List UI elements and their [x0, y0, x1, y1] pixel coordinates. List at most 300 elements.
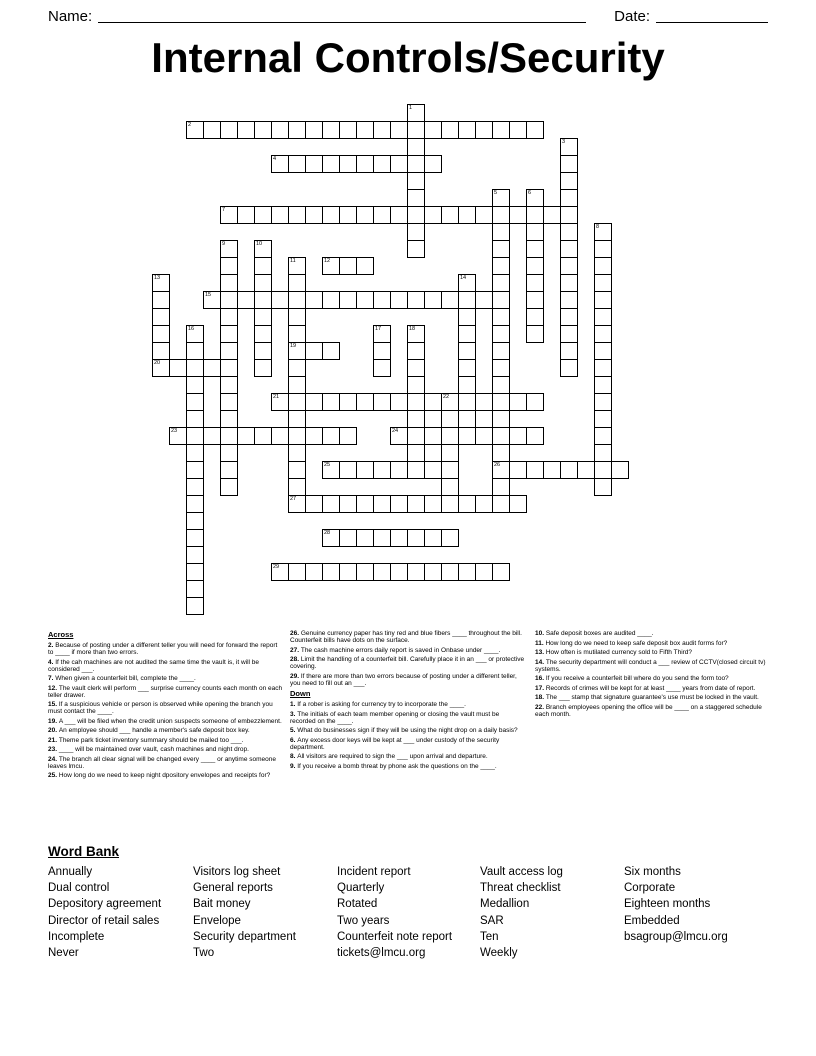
crossword-cell[interactable]: [492, 121, 510, 139]
crossword-cell[interactable]: [407, 359, 425, 377]
crossword-cell[interactable]: [526, 257, 544, 275]
crossword-cell[interactable]: [441, 444, 459, 462]
crossword-cell[interactable]: [441, 495, 459, 513]
crossword-cell[interactable]: [390, 393, 408, 411]
crossword-cell[interactable]: [288, 274, 306, 292]
crossword-cell[interactable]: [407, 138, 425, 156]
crossword-cell[interactable]: [441, 393, 459, 411]
crossword-cell[interactable]: [492, 478, 510, 496]
crossword-cell[interactable]: [560, 461, 578, 479]
crossword-cell[interactable]: [526, 427, 544, 445]
crossword-cell[interactable]: [373, 325, 391, 343]
crossword-cell[interactable]: [526, 223, 544, 241]
crossword-cell[interactable]: [407, 155, 425, 173]
crossword-cell[interactable]: [203, 121, 221, 139]
crossword-cell[interactable]: [492, 495, 510, 513]
crossword-cell[interactable]: [492, 563, 510, 581]
crossword-cell[interactable]: [475, 291, 493, 309]
crossword-cell[interactable]: [339, 291, 357, 309]
crossword-cell[interactable]: [458, 291, 476, 309]
crossword-cell[interactable]: [237, 291, 255, 309]
crossword-cell[interactable]: [492, 393, 510, 411]
crossword-cell[interactable]: [220, 427, 238, 445]
crossword-cell[interactable]: [203, 427, 221, 445]
crossword-cell[interactable]: [186, 546, 204, 564]
crossword-cell[interactable]: [560, 189, 578, 207]
crossword-cell[interactable]: [458, 410, 476, 428]
crossword-cell[interactable]: [475, 427, 493, 445]
crossword-cell[interactable]: [407, 206, 425, 224]
crossword-cell[interactable]: [373, 495, 391, 513]
crossword-cell[interactable]: [543, 206, 561, 224]
crossword-cell[interactable]: [526, 274, 544, 292]
crossword-cell[interactable]: [492, 410, 510, 428]
crossword-cell[interactable]: [220, 206, 238, 224]
crossword-cell[interactable]: [186, 495, 204, 513]
crossword-cell[interactable]: [356, 257, 374, 275]
crossword-cell[interactable]: [271, 206, 289, 224]
crossword-cell[interactable]: [424, 155, 442, 173]
crossword-cell[interactable]: [560, 257, 578, 275]
crossword-cell[interactable]: [220, 376, 238, 394]
crossword-cell[interactable]: [186, 512, 204, 530]
crossword-cell[interactable]: [339, 257, 357, 275]
crossword-cell[interactable]: [186, 444, 204, 462]
crossword-cell[interactable]: [492, 444, 510, 462]
crossword-cell[interactable]: [424, 393, 442, 411]
crossword-cell[interactable]: [339, 461, 357, 479]
crossword-cell[interactable]: [254, 274, 272, 292]
crossword-cell[interactable]: [203, 291, 221, 309]
crossword-cell[interactable]: [373, 359, 391, 377]
crossword-cell[interactable]: [220, 478, 238, 496]
crossword-cell[interactable]: [492, 461, 510, 479]
crossword-cell[interactable]: [373, 291, 391, 309]
crossword-cell[interactable]: [305, 291, 323, 309]
crossword-cell[interactable]: [288, 121, 306, 139]
crossword-cell[interactable]: [560, 206, 578, 224]
crossword-cell[interactable]: [220, 359, 238, 377]
crossword-cell[interactable]: [475, 495, 493, 513]
crossword-cell[interactable]: [152, 325, 170, 343]
crossword-cell[interactable]: [186, 325, 204, 343]
crossword-cell[interactable]: [594, 461, 612, 479]
crossword-cell[interactable]: [407, 529, 425, 547]
crossword-cell[interactable]: [407, 410, 425, 428]
crossword-cell[interactable]: [220, 461, 238, 479]
crossword-cell[interactable]: [458, 325, 476, 343]
crossword-cell[interactable]: [373, 461, 391, 479]
crossword-cell[interactable]: [356, 121, 374, 139]
crossword-cell[interactable]: [356, 291, 374, 309]
crossword-cell[interactable]: [220, 291, 238, 309]
crossword-cell[interactable]: [288, 291, 306, 309]
crossword-cell[interactable]: [220, 325, 238, 343]
crossword-cell[interactable]: [390, 427, 408, 445]
crossword-cell[interactable]: [594, 291, 612, 309]
crossword-cell[interactable]: [560, 359, 578, 377]
crossword-cell[interactable]: [322, 291, 340, 309]
crossword-cell[interactable]: [305, 495, 323, 513]
crossword-cell[interactable]: [339, 563, 357, 581]
crossword-cell[interactable]: [288, 478, 306, 496]
crossword-cell[interactable]: [526, 461, 544, 479]
crossword-cell[interactable]: [577, 461, 595, 479]
crossword-cell[interactable]: [186, 359, 204, 377]
crossword-cell[interactable]: [492, 291, 510, 309]
crossword-cell[interactable]: [339, 495, 357, 513]
crossword-cell[interactable]: [458, 308, 476, 326]
crossword-cell[interactable]: [305, 121, 323, 139]
crossword-cell[interactable]: [492, 206, 510, 224]
crossword-cell[interactable]: [271, 427, 289, 445]
crossword-cell[interactable]: [560, 155, 578, 173]
crossword-cell[interactable]: [424, 206, 442, 224]
crossword-cell[interactable]: [594, 410, 612, 428]
crossword-cell[interactable]: [305, 206, 323, 224]
crossword-cell[interactable]: [373, 155, 391, 173]
crossword-cell[interactable]: [526, 121, 544, 139]
crossword-cell[interactable]: [509, 461, 527, 479]
crossword-cell[interactable]: [305, 342, 323, 360]
crossword-cell[interactable]: [322, 206, 340, 224]
crossword-cell[interactable]: [288, 359, 306, 377]
crossword-cell[interactable]: [220, 257, 238, 275]
crossword-cell[interactable]: [594, 223, 612, 241]
crossword-cell[interactable]: [458, 342, 476, 360]
crossword-cell[interactable]: [339, 155, 357, 173]
crossword-cell[interactable]: [186, 580, 204, 598]
crossword-cell[interactable]: [611, 461, 629, 479]
crossword-cell[interactable]: [458, 427, 476, 445]
crossword-cell[interactable]: [373, 393, 391, 411]
crossword-cell[interactable]: [237, 427, 255, 445]
crossword-cell[interactable]: [424, 427, 442, 445]
crossword-cell[interactable]: [407, 240, 425, 258]
crossword-cell[interactable]: [441, 291, 459, 309]
crossword-cell[interactable]: [509, 495, 527, 513]
crossword-cell[interactable]: [186, 563, 204, 581]
crossword-cell[interactable]: [560, 342, 578, 360]
clue-28: 28. Limit the handling of a counterfeit bill. Carefully place it in an ___ or protective covering.: [290, 656, 525, 670]
crossword-cell[interactable]: [458, 495, 476, 513]
crossword-cell[interactable]: [594, 359, 612, 377]
crossword-cell[interactable]: [237, 121, 255, 139]
crossword-cell[interactable]: [594, 376, 612, 394]
crossword-cell[interactable]: [594, 478, 612, 496]
crossword-cell[interactable]: [322, 393, 340, 411]
crossword-cell[interactable]: [390, 495, 408, 513]
crossword-cell[interactable]: [560, 291, 578, 309]
crossword-cell[interactable]: [220, 308, 238, 326]
crossword-cell[interactable]: [560, 223, 578, 241]
crossword-cell[interactable]: [560, 308, 578, 326]
crossword-cell[interactable]: [322, 529, 340, 547]
crossword-cell[interactable]: [288, 563, 306, 581]
crossword-cell[interactable]: [492, 359, 510, 377]
crossword-cell[interactable]: [390, 529, 408, 547]
crossword-cell[interactable]: [526, 308, 544, 326]
crossword-cell[interactable]: [390, 461, 408, 479]
crossword-cell[interactable]: [458, 274, 476, 292]
crossword-cell[interactable]: [526, 291, 544, 309]
crossword-cell[interactable]: [475, 563, 493, 581]
crossword-cell[interactable]: [220, 444, 238, 462]
crossword-cell[interactable]: [492, 274, 510, 292]
crossword-cell[interactable]: [356, 206, 374, 224]
crossword-cell[interactable]: [407, 427, 425, 445]
word-bank-item: Threat checklist: [480, 882, 561, 895]
crossword-cell[interactable]: [288, 427, 306, 445]
crossword-cell[interactable]: [594, 444, 612, 462]
crossword-cell[interactable]: [271, 393, 289, 411]
crossword-cell[interactable]: [424, 495, 442, 513]
crossword-cell[interactable]: [339, 529, 357, 547]
crossword-cell[interactable]: [492, 308, 510, 326]
crossword-cell[interactable]: [254, 206, 272, 224]
crossword-cell[interactable]: [322, 121, 340, 139]
crossword-cell[interactable]: [492, 223, 510, 241]
crossword-cell[interactable]: [186, 121, 204, 139]
crossword-cell[interactable]: [458, 121, 476, 139]
crossword-cell[interactable]: [186, 597, 204, 615]
crossword-cell[interactable]: [407, 444, 425, 462]
crossword-cell[interactable]: [220, 393, 238, 411]
crossword-cell[interactable]: [407, 325, 425, 343]
crossword-cell[interactable]: [560, 172, 578, 190]
crossword-cell[interactable]: [271, 121, 289, 139]
crossword-cell[interactable]: [152, 359, 170, 377]
crossword-cell[interactable]: [305, 563, 323, 581]
crossword-cell[interactable]: [594, 240, 612, 258]
crossword-cell[interactable]: [152, 342, 170, 360]
crossword-cell[interactable]: [509, 393, 527, 411]
crossword-cell[interactable]: [526, 240, 544, 258]
crossword-cell[interactable]: [390, 563, 408, 581]
crossword-cell[interactable]: [475, 206, 493, 224]
crossword-cell[interactable]: [458, 359, 476, 377]
crossword-cell[interactable]: [509, 427, 527, 445]
crossword-cell[interactable]: [373, 342, 391, 360]
crossword-cell[interactable]: [458, 393, 476, 411]
crossword-cell[interactable]: [288, 393, 306, 411]
crossword-cell[interactable]: [492, 240, 510, 258]
crossword-cell[interactable]: [373, 121, 391, 139]
crossword-cell[interactable]: [424, 291, 442, 309]
crossword-cell[interactable]: [186, 393, 204, 411]
crossword-cell[interactable]: [475, 393, 493, 411]
crossword-cell[interactable]: [356, 155, 374, 173]
crossword-cell[interactable]: [390, 121, 408, 139]
crossword-cell[interactable]: [492, 376, 510, 394]
crossword-cell[interactable]: [152, 291, 170, 309]
crossword-cell[interactable]: [288, 461, 306, 479]
crossword-cell[interactable]: [322, 342, 340, 360]
crossword-cell[interactable]: [441, 206, 459, 224]
crossword-cell[interactable]: [305, 427, 323, 445]
crossword-cell[interactable]: [407, 189, 425, 207]
crossword-cell[interactable]: [543, 461, 561, 479]
crossword-cell[interactable]: [390, 155, 408, 173]
crossword-cell[interactable]: [288, 410, 306, 428]
crossword-cell[interactable]: [339, 427, 357, 445]
down-clues-tail: [535, 630, 770, 718]
crossword-cell[interactable]: [356, 495, 374, 513]
crossword-cell[interactable]: [424, 529, 442, 547]
crossword-cell[interactable]: [594, 427, 612, 445]
crossword-cell[interactable]: [458, 563, 476, 581]
crossword-cell[interactable]: [220, 410, 238, 428]
crossword-cell[interactable]: [186, 461, 204, 479]
crossword-cell[interactable]: [152, 308, 170, 326]
crossword-cell[interactable]: [594, 308, 612, 326]
crossword-cell[interactable]: [441, 529, 459, 547]
crossword-cell[interactable]: [373, 206, 391, 224]
crossword-cell[interactable]: [407, 563, 425, 581]
crossword-cell[interactable]: [594, 274, 612, 292]
name-line[interactable]: [98, 6, 586, 23]
crossword-cell[interactable]: [441, 461, 459, 479]
crossword-cell[interactable]: [254, 308, 272, 326]
crossword-cell[interactable]: [322, 427, 340, 445]
crossword-cell[interactable]: [458, 376, 476, 394]
crossword-cell[interactable]: [594, 257, 612, 275]
crossword-cell[interactable]: [271, 291, 289, 309]
crossword-cell[interactable]: [186, 376, 204, 394]
crossword-cell[interactable]: [526, 189, 544, 207]
crossword-cell[interactable]: [288, 444, 306, 462]
crossword-cell[interactable]: [560, 240, 578, 258]
crossword-cell[interactable]: [407, 342, 425, 360]
crossword-cell[interactable]: [271, 155, 289, 173]
crossword-cell[interactable]: [288, 206, 306, 224]
crossword-cell[interactable]: [254, 291, 272, 309]
crossword-cell[interactable]: [203, 359, 221, 377]
crossword-cell[interactable]: [305, 155, 323, 173]
crossword-cell[interactable]: [373, 529, 391, 547]
crossword-cell[interactable]: [152, 274, 170, 292]
crossword-cell[interactable]: [492, 257, 510, 275]
crossword-cell[interactable]: [186, 342, 204, 360]
crossword-cell[interactable]: [407, 461, 425, 479]
crossword-cell[interactable]: [407, 291, 425, 309]
crossword-cell[interactable]: [288, 342, 306, 360]
crossword-cell[interactable]: [526, 393, 544, 411]
crossword-cell[interactable]: [254, 427, 272, 445]
crossword-cell[interactable]: [509, 121, 527, 139]
crossword-cell[interactable]: [339, 393, 357, 411]
crossword-cell[interactable]: [356, 393, 374, 411]
crossword-cell[interactable]: [288, 308, 306, 326]
crossword-cell[interactable]: [237, 206, 255, 224]
crossword-cell[interactable]: [339, 206, 357, 224]
crossword-cell[interactable]: [492, 325, 510, 343]
crossword-cell[interactable]: [322, 155, 340, 173]
crossword-cell[interactable]: [288, 155, 306, 173]
crossword-cell[interactable]: [458, 206, 476, 224]
crossword-cell[interactable]: [254, 121, 272, 139]
crossword-cell[interactable]: [407, 376, 425, 394]
crossword-cell[interactable]: [339, 121, 357, 139]
crossword-cell[interactable]: [424, 461, 442, 479]
crossword-cell[interactable]: [322, 461, 340, 479]
cell-number: 2: [188, 122, 192, 128]
crossword-cell[interactable]: [390, 206, 408, 224]
crossword-cell[interactable]: [492, 342, 510, 360]
crossword-cell[interactable]: [186, 410, 204, 428]
crossword-cell[interactable]: [254, 257, 272, 275]
crossword-cell[interactable]: [424, 121, 442, 139]
crossword-cell[interactable]: [254, 325, 272, 343]
crossword-cell[interactable]: [356, 461, 374, 479]
crossword-cell[interactable]: [526, 325, 544, 343]
crossword-cell[interactable]: [254, 359, 272, 377]
right-clue-column: [535, 630, 770, 720]
crossword-cell[interactable]: [186, 478, 204, 496]
crossword-cell[interactable]: [407, 393, 425, 411]
crossword-cell[interactable]: [356, 529, 374, 547]
crossword-cell[interactable]: [288, 325, 306, 343]
crossword-cell[interactable]: [594, 325, 612, 343]
crossword-cell[interactable]: [305, 393, 323, 411]
crossword-cell[interactable]: [169, 427, 187, 445]
crossword-cell[interactable]: [424, 563, 442, 581]
crossword-cell[interactable]: [560, 138, 578, 156]
crossword-cell[interactable]: [356, 563, 374, 581]
crossword-cell[interactable]: [475, 121, 493, 139]
clue-1: 1. If a rober is asking for currency try to incorporate the ____.: [290, 701, 466, 708]
crossword-cell[interactable]: [322, 257, 340, 275]
crossword-cell[interactable]: [560, 274, 578, 292]
crossword-cell[interactable]: [526, 206, 544, 224]
crossword-cell[interactable]: [407, 104, 425, 122]
crossword-cell[interactable]: [407, 121, 425, 139]
crossword-cell[interactable]: [322, 495, 340, 513]
crossword-cell[interactable]: [169, 359, 187, 377]
crossword-cell[interactable]: [220, 342, 238, 360]
crossword-cell[interactable]: [407, 223, 425, 241]
crossword-cell[interactable]: [594, 342, 612, 360]
crossword-cell[interactable]: [492, 189, 510, 207]
crossword-cell[interactable]: [220, 240, 238, 258]
crossword-cell[interactable]: [441, 427, 459, 445]
crossword-cell[interactable]: [509, 206, 527, 224]
crossword-cell[interactable]: [441, 563, 459, 581]
crossword-cell[interactable]: [288, 376, 306, 394]
crossword-cell[interactable]: [407, 495, 425, 513]
crossword-cell[interactable]: [271, 563, 289, 581]
date-line[interactable]: [656, 6, 768, 23]
crossword-cell[interactable]: [407, 172, 425, 190]
crossword-cell[interactable]: [288, 257, 306, 275]
crossword-cell[interactable]: [441, 410, 459, 428]
crossword-cell[interactable]: [322, 563, 340, 581]
crossword-cell[interactable]: [220, 274, 238, 292]
crossword-cell[interactable]: [220, 121, 238, 139]
crossword-cell[interactable]: [441, 478, 459, 496]
crossword-cell[interactable]: [254, 240, 272, 258]
crossword-cell[interactable]: [560, 325, 578, 343]
crossword-cell[interactable]: [186, 529, 204, 547]
crossword-cell[interactable]: [254, 342, 272, 360]
crossword-cell[interactable]: [373, 563, 391, 581]
crossword-cell[interactable]: [186, 427, 204, 445]
crossword-cell[interactable]: [441, 121, 459, 139]
crossword-cell[interactable]: [390, 291, 408, 309]
crossword-cell[interactable]: [492, 427, 510, 445]
crossword-cell[interactable]: [288, 495, 306, 513]
crossword-cell[interactable]: [594, 393, 612, 411]
